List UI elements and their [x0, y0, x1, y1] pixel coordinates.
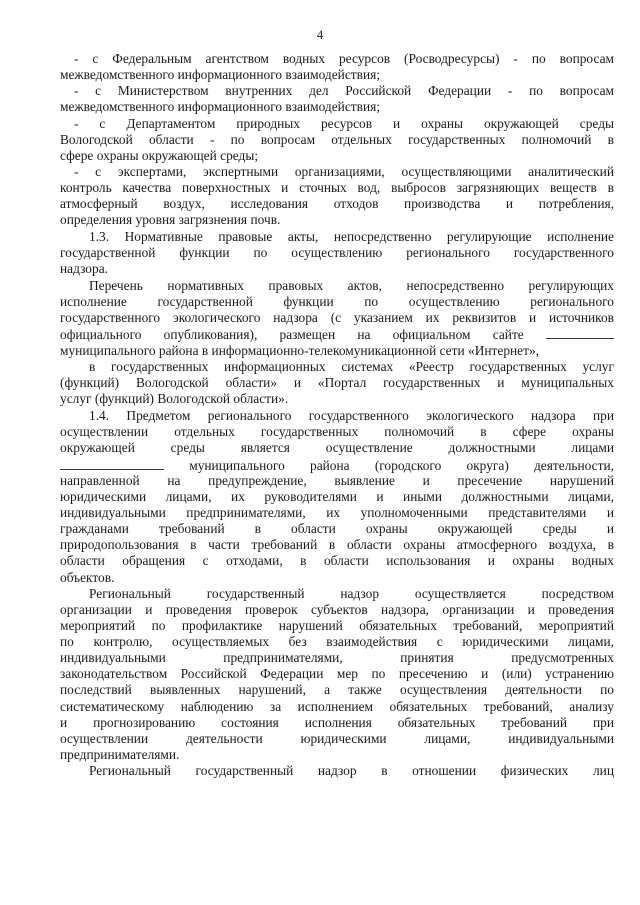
- text-line: (функций) Вологодской области» и «Портал государственных и муниципальных: [60, 374, 614, 390]
- text-line: организации и проведения проверок субъектов надзора, организации и проведения: [60, 601, 614, 617]
- text-line: направленной на предупреждение, выявление и пресечение нарушений: [60, 472, 614, 488]
- text-line: и прогнозированию состояния исполнения обязательных требований при: [60, 714, 614, 730]
- text-line: исполнение государственной функции по осуществлению регионального: [60, 294, 614, 310]
- text-line: окружающей среды является осуществление должностными лицами: [60, 440, 614, 456]
- text-line: официального опубликования), размещен на официальном сайте: [60, 326, 614, 342]
- text-line: контроль качества поверхностных и сточных вод, выбросов загрязняющих веществ в: [60, 180, 614, 196]
- text-line: атмосферный воздух, исследования отходов производства и потребления,: [60, 196, 614, 212]
- text-line: природопользования в части требований в области охраны атмосферного воздуха, в: [60, 537, 614, 553]
- text-line: 1.4. Предметом регионального государственного экологического надзора при: [89, 408, 614, 424]
- text-line: последствий выявленных нарушений, а также осуществления деятельности по: [60, 682, 614, 698]
- text-line: мероприятий по профилактике нарушений обязательных требований, мероприятий: [60, 617, 614, 633]
- text-line: 1.3. Нормативные правовые акты, непосредственно регулирующие исполнение: [89, 228, 614, 244]
- text-line: юридическими лицами, их руководителями и иными должностными лицами,: [60, 488, 614, 504]
- text-line: законодательством Российской Федерации мер по пресечению и (или) устранению: [60, 666, 614, 682]
- text-line: межведомственного информационного взаимодействия;: [60, 99, 380, 115]
- text-line: сфере охраны окружающей среды;: [60, 147, 259, 163]
- fill-in-blank: [60, 457, 164, 470]
- text-line: осуществлении отдельных государственных полномочий в сфере охраны: [60, 424, 614, 440]
- text-line: надзора.: [60, 260, 108, 276]
- text-line: - с Федеральным агентством водных ресурсов (Росводресурсы) - по вопросам: [74, 51, 614, 66]
- text-line: - с Департаментом природных ресурсов и охраны окружающей среды: [74, 115, 614, 131]
- document-body: [60, 51, 614, 779]
- text-line: муниципального района (городского округа) деятельности,: [60, 457, 614, 473]
- text-line: индивидуальными предпринимателями, их уполномоченными представителями и: [60, 504, 614, 520]
- fill-in-blank: [546, 326, 614, 339]
- text-line: государственного экологического надзора (с указанием их реквизитов и источников: [60, 310, 614, 326]
- text-line: - с Министерством внутренних дел Российской Федерации - по вопросам: [74, 83, 614, 99]
- text-line: осуществлении деятельности юридическими лицами, индивидуальными: [60, 730, 614, 746]
- text-line: гражданами требований в области охраны окружающей среды и: [60, 521, 614, 537]
- text-line: Перечень нормативных правовых актов, непосредственно регулирующих: [89, 277, 614, 293]
- text-line: муниципального района в информационно-телекомуникационной сети «Интернет»,: [60, 342, 540, 358]
- text-line: межведомственного информационного взаимодействия;: [60, 67, 380, 83]
- text-line: определения уровня загрязнения почв.: [60, 212, 281, 228]
- text-line: индивидуальными предпринимателями, принятия предусмотренных: [60, 650, 614, 666]
- text-line: систематическому наблюдению за исполнением обязательных требований, анализу: [60, 698, 614, 714]
- text-line: - с экспертами, экспертными организациями, осуществляющими аналитический: [74, 163, 614, 179]
- text-line: объектов.: [60, 569, 115, 585]
- text-line: области обращения с отходами, в области использования и охраны водных: [60, 553, 614, 569]
- text-line: в государственных информационных системах «Реестр государственных услуг: [89, 358, 614, 374]
- text-line: предпринимателями.: [60, 747, 180, 763]
- text-line: Региональный государственный надзор осуществляется посредством: [89, 585, 614, 601]
- text-line: Вологодской области - по вопросам отдельных государственных полномочий в: [60, 131, 614, 147]
- text-line: государственной функции по осуществлению регионального государственного: [60, 244, 614, 260]
- page-number: 4: [316, 27, 324, 42]
- text-line: услуг (функций) Вологодской области».: [60, 390, 289, 406]
- text-line: Региональный государственный надзор в отношении физических лиц: [89, 763, 614, 779]
- text-line: по контролю, осуществляемых без взаимодействия с юридическими лицами,: [60, 634, 614, 650]
